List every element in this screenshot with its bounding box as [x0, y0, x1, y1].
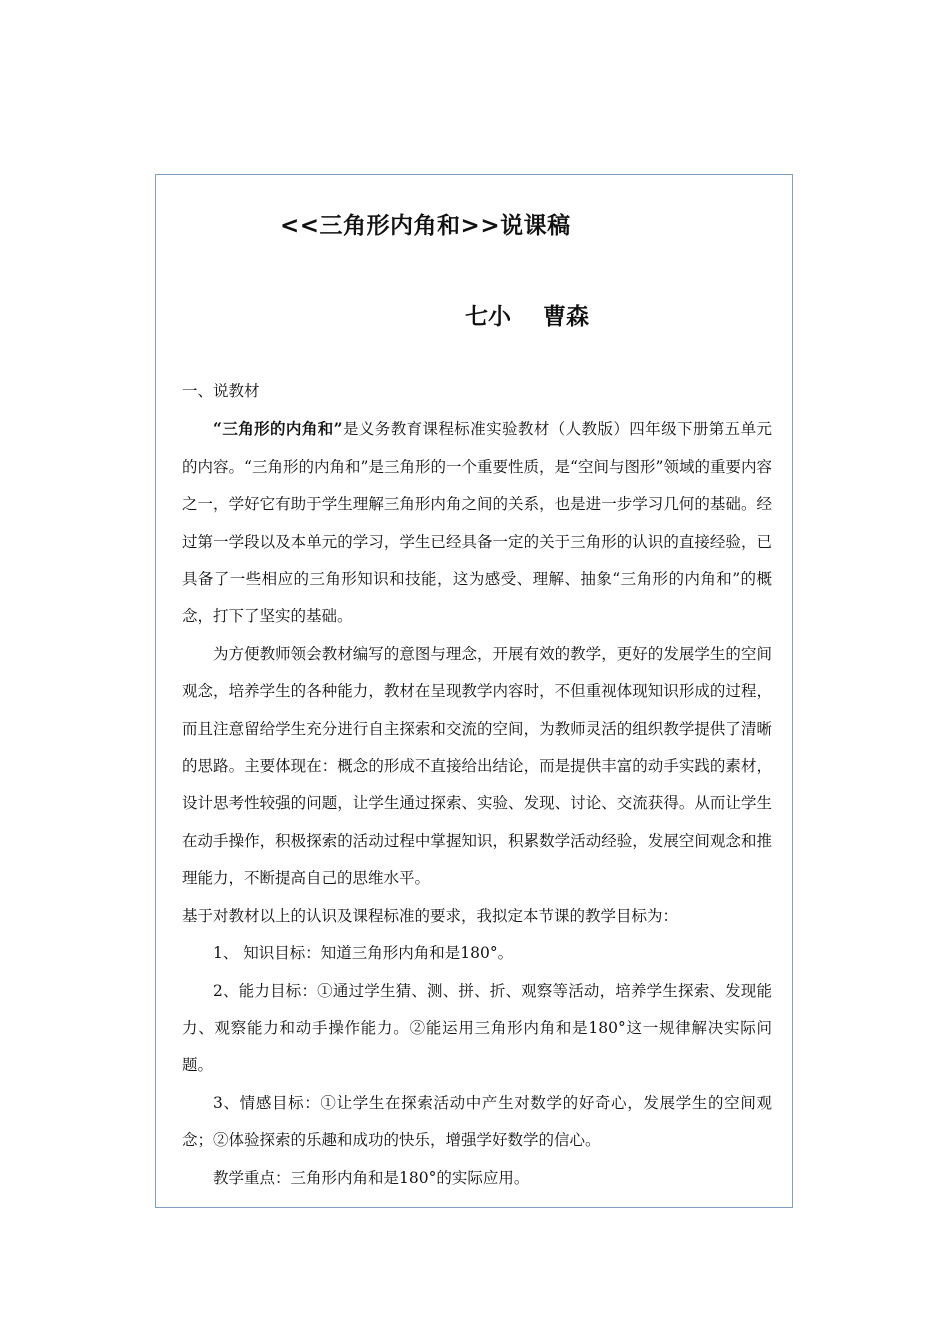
objective-emotion: 3、情感目标：①让学生在探索活动中产生对数学的好奇心，发展学生的空间观念；②体验探索的乐趣和成功的快乐，增强学好数学的信心。 [182, 1093, 772, 1150]
document-title: <<三角形内角和>>说课稿 [280, 213, 571, 239]
bold-topic-term: “三角形的内角和” [213, 419, 343, 439]
paragraph-text: 是义务教育课程标准实验教材（人教版）四年级下册第五单元的内容。“三角形的内角和”是三角形的一个重要性质，是“空间与图形”领域的重要内容之一，学好它有助于学生理解三角形内角之间的关系，也是进一步学习几何的基础。经过第一学段以及本单元的学习，学生已经具备一定的关于三角形的认识的直接经验，已具备了一些相应的三角形知识和技能，这为感受、理解、抽象“三角形的内角和”的概念，打下了坚实的基础。 [182, 420, 772, 626]
teaching-focus: 教学重点：三角形内角和是180°的实际应用。 [213, 1168, 530, 1187]
section-heading: 一、说教材 [182, 382, 260, 400]
paragraph-textbook-intro [182, 410, 772, 635]
objective-knowledge: 1、 知识目标：知道三角形内角和是180°。 [213, 944, 514, 963]
paragraph-textbook-design: 为方便教师领会教材编写的意图与理念，开展有效的教学，更好的发展学生的空间观念，培养学生的各种能力，教材在呈现教学内容时，不但重视体现知识形成的过程，而且注意留给学生充分进行自主探索和交流的空间，为教师灵活的组织教学提供了清晰的思路。主要体现在：概念的形成不直接给出结论，而是提供丰富的动手实践的素材，设计思考性较强的问题，让学生通过探索、实验、发现、讨论、交流获得。从而让学生在动手操作，积极探索的活动过程中掌握知识，积累数学活动经验，发展空间观念和推理能力，不断提高自己的思维水平。 [182, 644, 772, 888]
author-line: 七小 曹森 [465, 304, 590, 330]
document-body [182, 373, 772, 1197]
paragraph-objectives-intro: 基于对教材以上的认识及课程标准的要求，我拟定本节课的教学目标为： [182, 906, 679, 925]
objective-ability: 2、能力目标：①通过学生猜、测、拼、折、观察等活动，培养学生探索、发现能力、观察能力和动手操作能力。②能运用三角形内角和是180°这一规律解决实际问题。 [182, 981, 772, 1075]
